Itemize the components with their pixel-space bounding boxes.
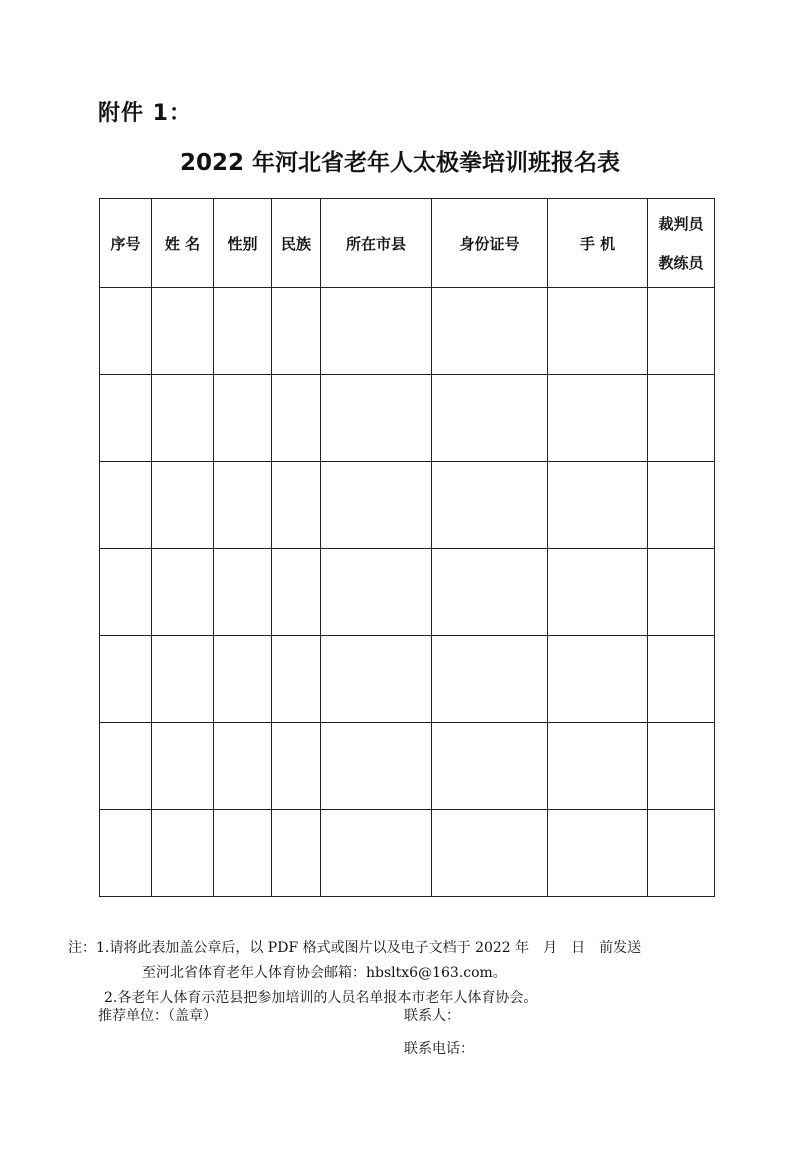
cell-referee-coach[interactable] bbox=[648, 288, 715, 375]
cell-referee-coach[interactable] bbox=[648, 375, 715, 462]
table-header-row bbox=[100, 199, 715, 288]
table-row bbox=[100, 288, 715, 375]
note-line-2: 至河北省体育老年人体育协会邮箱：hbsltx6@163.com。 bbox=[142, 965, 507, 981]
cell-name[interactable] bbox=[152, 549, 214, 636]
cell-city[interactable] bbox=[321, 288, 432, 375]
cell-referee-coach[interactable] bbox=[648, 723, 715, 810]
cell-referee-coach[interactable] bbox=[648, 636, 715, 723]
header-coach-label: 教练员 bbox=[658, 254, 704, 272]
header-referee-coach bbox=[648, 199, 715, 288]
cell-name[interactable] bbox=[152, 462, 214, 549]
cell-name[interactable] bbox=[152, 723, 214, 810]
header-seq: 序号 bbox=[100, 199, 152, 288]
cell-id-number[interactable] bbox=[432, 810, 548, 897]
contact-person-label: 联系人： bbox=[404, 1008, 460, 1024]
recommend-unit-label: 推荐单位：（盖章） bbox=[98, 1008, 217, 1024]
cell-id-number[interactable] bbox=[432, 375, 548, 462]
table-row bbox=[100, 636, 715, 723]
cell-phone[interactable] bbox=[548, 549, 648, 636]
cell-ethnicity[interactable] bbox=[272, 462, 321, 549]
cell-ethnicity[interactable] bbox=[272, 810, 321, 897]
cell-gender[interactable] bbox=[214, 375, 272, 462]
cell-seq[interactable] bbox=[100, 462, 152, 549]
cell-seq[interactable] bbox=[100, 636, 152, 723]
attachment-label: 附件 1： bbox=[98, 101, 192, 126]
cell-name[interactable] bbox=[152, 636, 214, 723]
cell-city[interactable] bbox=[321, 549, 432, 636]
cell-phone[interactable] bbox=[548, 462, 648, 549]
table-row bbox=[100, 375, 715, 462]
cell-id-number[interactable] bbox=[432, 723, 548, 810]
cell-name[interactable] bbox=[152, 288, 214, 375]
cell-seq[interactable] bbox=[100, 375, 152, 462]
cell-phone[interactable] bbox=[548, 375, 648, 462]
cell-gender[interactable] bbox=[214, 636, 272, 723]
cell-city[interactable] bbox=[321, 462, 432, 549]
cell-id-number[interactable] bbox=[432, 549, 548, 636]
registration-table bbox=[99, 198, 715, 897]
table-row bbox=[100, 723, 715, 810]
cell-gender[interactable] bbox=[214, 549, 272, 636]
table-body bbox=[100, 288, 715, 897]
notes-section bbox=[68, 936, 728, 1011]
contact-phone-label: 联系电话： bbox=[404, 1041, 474, 1057]
cell-seq[interactable] bbox=[100, 810, 152, 897]
cell-ethnicity[interactable] bbox=[272, 375, 321, 462]
header-name: 姓 名 bbox=[152, 199, 214, 288]
cell-phone[interactable] bbox=[548, 636, 648, 723]
cell-id-number[interactable] bbox=[432, 288, 548, 375]
cell-id-number[interactable] bbox=[432, 636, 548, 723]
header-referee-label: 裁判员 bbox=[658, 215, 704, 233]
cell-referee-coach[interactable] bbox=[648, 810, 715, 897]
cell-seq[interactable] bbox=[100, 723, 152, 810]
note-line-3: 2.各老年人体育示范县把参加培训的人员名单报本市老年人体育协会。 bbox=[104, 990, 538, 1006]
cell-ethnicity[interactable] bbox=[272, 723, 321, 810]
cell-id-number[interactable] bbox=[432, 462, 548, 549]
header-ethnicity: 民族 bbox=[272, 199, 321, 288]
form-title: 2022 年河北省老年人太极拳培训班报名表 bbox=[179, 150, 621, 176]
cell-city[interactable] bbox=[321, 810, 432, 897]
cell-seq[interactable] bbox=[100, 549, 152, 636]
cell-name[interactable] bbox=[152, 810, 214, 897]
cell-seq[interactable] bbox=[100, 288, 152, 375]
cell-ethnicity[interactable] bbox=[272, 549, 321, 636]
header-city: 所在市县 bbox=[321, 199, 432, 288]
header-id-number: 身份证号 bbox=[432, 199, 548, 288]
table-row bbox=[100, 810, 715, 897]
cell-gender[interactable] bbox=[214, 723, 272, 810]
cell-phone[interactable] bbox=[548, 810, 648, 897]
cell-ethnicity[interactable] bbox=[272, 288, 321, 375]
cell-ethnicity[interactable] bbox=[272, 636, 321, 723]
header-gender: 性别 bbox=[214, 199, 272, 288]
header-phone: 手 机 bbox=[548, 199, 648, 288]
cell-phone[interactable] bbox=[548, 723, 648, 810]
cell-name[interactable] bbox=[152, 375, 214, 462]
cell-city[interactable] bbox=[321, 723, 432, 810]
cell-gender[interactable] bbox=[214, 462, 272, 549]
table-row bbox=[100, 549, 715, 636]
cell-referee-coach[interactable] bbox=[648, 549, 715, 636]
note-line-1: 注：1.请将此表加盖公章后，以 PDF 格式或图片以及电子文档于 2022 年 月 日 前发送 bbox=[68, 940, 642, 956]
cell-referee-coach[interactable] bbox=[648, 462, 715, 549]
table-row bbox=[100, 462, 715, 549]
cell-gender[interactable] bbox=[214, 810, 272, 897]
cell-city[interactable] bbox=[321, 375, 432, 462]
cell-city[interactable] bbox=[321, 636, 432, 723]
cell-phone[interactable] bbox=[548, 288, 648, 375]
cell-gender[interactable] bbox=[214, 288, 272, 375]
